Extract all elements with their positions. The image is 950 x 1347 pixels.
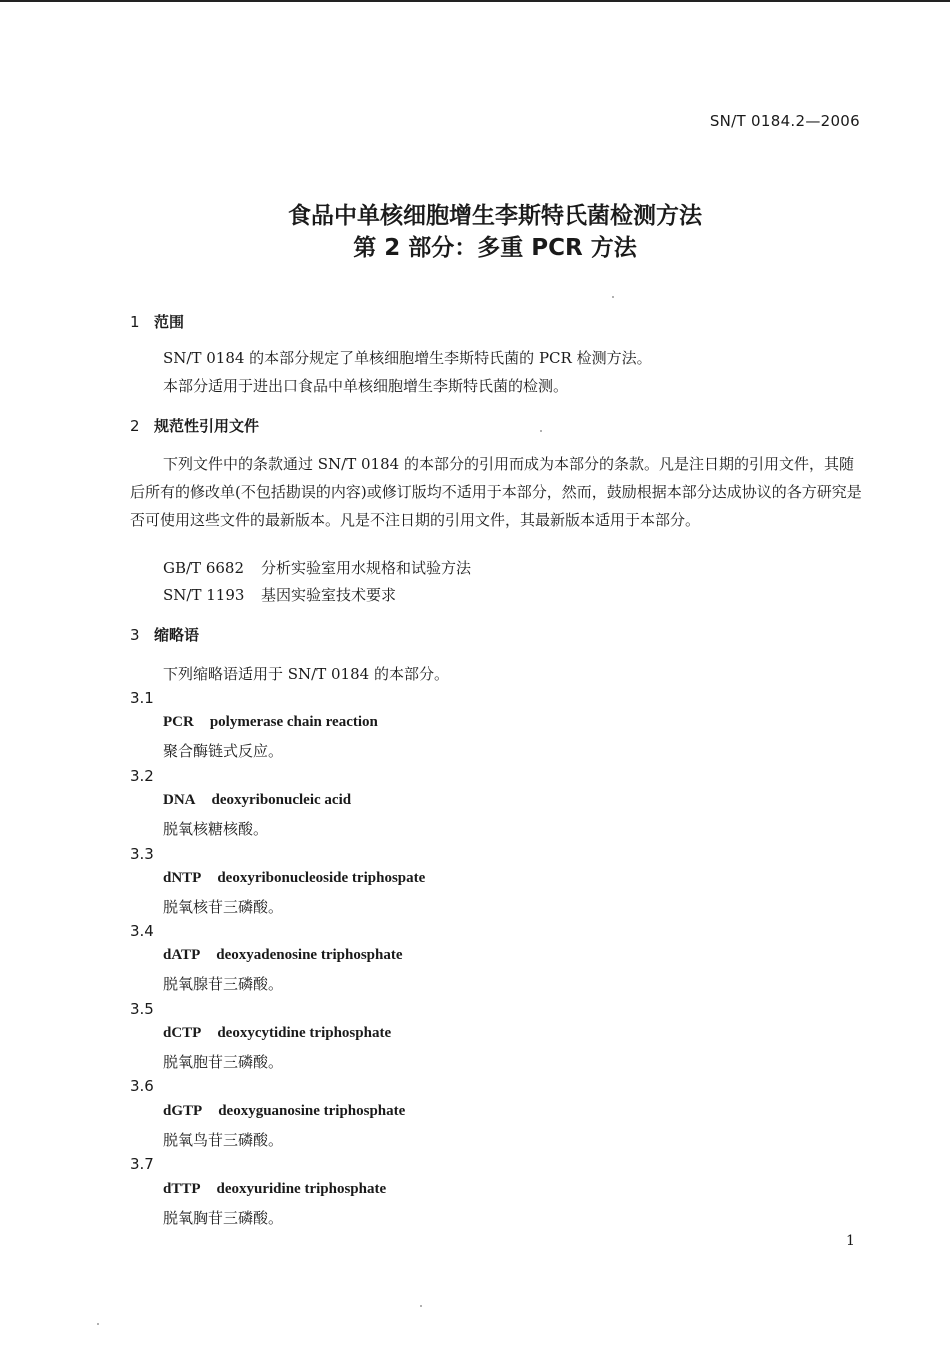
normative-references-paragraph: 下列文件中的条款通过 SN/T 0184 的本部分的引用而成为本部分的条款。凡是注日期的引用文件，其随后所有的修改单(不包括勘误的内容)或修订版均不适用于本部分，然而，鼓励根据本部分达成协议的各方研究是否可使用这些文件的最新版本。凡是不注日期的引用文件，其最新版本适用于本部分。 bbox=[130, 455, 862, 529]
scope-line-2: 本部分适用于进出口食品中单核细胞增生李斯特氏菌的检测。 bbox=[163, 377, 569, 395]
section-1-heading bbox=[130, 311, 184, 332]
clause-number: 3.6 bbox=[130, 1077, 154, 1095]
scope-line-1: SN/T 0184 的本部分规定了单核细胞增生李斯特氏菌的 PCR 检测方法。 bbox=[163, 349, 652, 367]
clause-number: 3.3 bbox=[130, 845, 154, 863]
term-full-name: deoxyribonucleoside triphospate bbox=[217, 870, 426, 886]
term-abbreviation: dNTP bbox=[163, 870, 202, 886]
term-definition: 脱氧胞苷三磷酸。 bbox=[163, 1053, 284, 1071]
term-full-name: deoxycytidine triphosphate bbox=[217, 1025, 392, 1041]
term-full-name: deoxyribonucleic acid bbox=[211, 792, 352, 808]
top-border-line bbox=[0, 0, 950, 2]
term-line bbox=[163, 792, 351, 809]
term-abbreviation: dCTP bbox=[163, 1025, 202, 1041]
page-number: 1 bbox=[846, 1233, 855, 1249]
scan-speck bbox=[420, 1305, 422, 1307]
section-title: 规范性引用文件 bbox=[154, 417, 260, 435]
term-definition: 脱氧胸苷三磷酸。 bbox=[163, 1209, 284, 1227]
abbreviations-intro: 下列缩略语适用于 SN/T 0184 的本部分。 bbox=[163, 665, 449, 683]
section-number: 1 bbox=[130, 313, 140, 331]
term-definition: 脱氧鸟苷三磷酸。 bbox=[163, 1131, 284, 1149]
term-abbreviation: DNA bbox=[163, 792, 196, 808]
clause-number: 3.1 bbox=[130, 689, 154, 707]
term-full-name: deoxyadenosine triphosphate bbox=[216, 947, 403, 963]
term-line bbox=[163, 947, 403, 964]
term-abbreviation: dGTP bbox=[163, 1103, 203, 1119]
term-line bbox=[163, 1025, 391, 1042]
section-number: 2 bbox=[130, 417, 140, 435]
term-abbreviation: dTTP bbox=[163, 1181, 201, 1197]
term-abbreviation: dATP bbox=[163, 947, 201, 963]
term-full-name: deoxyguanosine triphosphate bbox=[218, 1103, 406, 1119]
term-full-name: deoxyuridine triphosphate bbox=[216, 1181, 387, 1197]
reference-item bbox=[163, 557, 471, 578]
term-definition: 脱氧核糖核酸。 bbox=[163, 820, 269, 838]
term-definition: 脱氧腺苷三磷酸。 bbox=[163, 975, 284, 993]
section-title: 缩略语 bbox=[154, 626, 200, 644]
document-title-line2: 第 2 部分：多重 PCR 方法 bbox=[353, 235, 637, 261]
term-full-name: polymerase chain reaction bbox=[209, 714, 378, 730]
section-number: 3 bbox=[130, 626, 140, 644]
reference-title: 基因实验室技术要求 bbox=[261, 586, 397, 604]
reference-item bbox=[163, 584, 396, 605]
reference-code: GB/T 6682 bbox=[163, 559, 245, 577]
clause-number: 3.4 bbox=[130, 922, 154, 940]
term-definition: 聚合酶链式反应。 bbox=[163, 742, 284, 760]
term-abbreviation: PCR bbox=[163, 714, 194, 730]
clause-number: 3.7 bbox=[130, 1155, 154, 1173]
clause-number: 3.2 bbox=[130, 767, 154, 785]
reference-code: SN/T 1193 bbox=[163, 586, 245, 604]
term-definition: 脱氧核苷三磷酸。 bbox=[163, 898, 284, 916]
section-title: 范围 bbox=[154, 313, 185, 331]
standard-code: SN/T 0184.2—2006 bbox=[709, 112, 860, 130]
term-line bbox=[163, 1181, 386, 1198]
clause-number: 3.5 bbox=[130, 1000, 154, 1018]
term-line bbox=[163, 714, 378, 731]
scan-speck bbox=[97, 1323, 99, 1325]
section-2-heading bbox=[130, 415, 259, 436]
scan-speck bbox=[540, 430, 542, 432]
scan-speck bbox=[612, 296, 614, 298]
document-title-line1: 食品中单核细胞增生李斯特氏菌检测方法 bbox=[288, 203, 702, 229]
term-line bbox=[163, 1103, 405, 1120]
reference-title: 分析实验室用水规格和试验方法 bbox=[261, 559, 472, 577]
term-line bbox=[163, 870, 425, 887]
section-3-heading bbox=[130, 624, 199, 645]
